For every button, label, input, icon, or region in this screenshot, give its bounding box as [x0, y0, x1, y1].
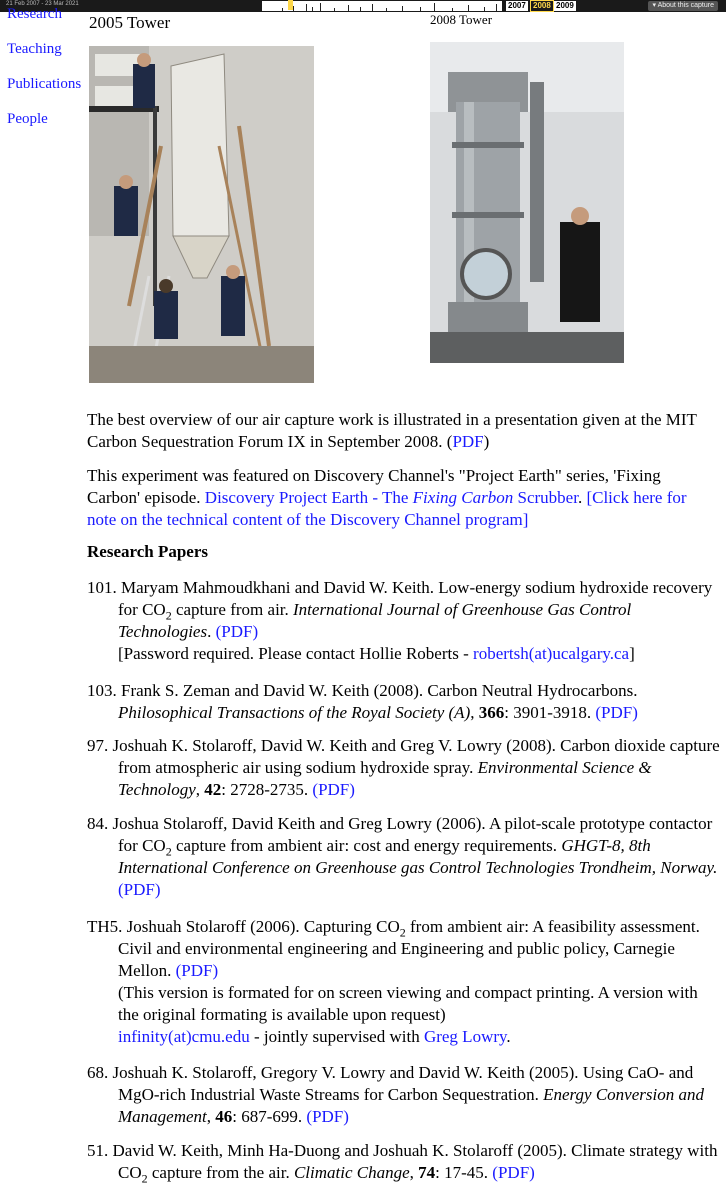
paper-101-pdf-link[interactable]: (PDF)	[215, 622, 259, 641]
wayback-year-2009[interactable]: 2009	[556, 1, 574, 10]
overview-paragraph: The best overview of our air capture work is illustrated in a presentation given at the MIT Carbon Sequestration Forum IX in September 2008. (PDF)	[87, 410, 697, 451]
tower-2005-illustration	[89, 46, 314, 383]
paper-84: 84. Joshua Stolaroff, David Keith and Greg Lowry (2006). A pilot-scale prototype contactor for $CO_2$ capture from ambient air: cost and energy requirements. GHGT-8, 8th International Conference on Greenhouse gas Control Technologies Trondheim, Norway. (PDF)	[87, 814, 718, 899]
nav-people[interactable]: People	[7, 111, 48, 127]
discovery-paragraph: This experiment was featured on Discovery Channel's "Project Earth" series, 'Fixing Carbon' episode. Discovery Project Earth - The Fixing Carbon Scrubber. [Click here for note on the technical content of the Discovery Channel program]	[87, 466, 687, 529]
paper-51: 51. David W. Keith, Minh Ha-Duong and Joshuah K. Stolaroff (2005). Climate strategy with $CO_2$ capture from the air. Climatic Change, 74: 17-45. (PDF)	[87, 1141, 718, 1186]
wayback-about-button[interactable]: ▾ About this capture	[648, 1, 718, 11]
wayback-sparkline[interactable]	[262, 1, 502, 11]
tower-2008-photo	[430, 42, 624, 363]
nav-teaching[interactable]: Teaching	[7, 41, 62, 57]
wayback-year-2008[interactable]: 2008	[530, 0, 554, 12]
tower-2008-caption: 2008 Tower	[430, 12, 493, 27]
tower-2005-photo	[89, 46, 314, 383]
paper-101: 101. Maryam Mahmoudkhani and David W. Keith. Low-energy sodium hydroxide recovery for $CO_2$ capture from air. International Journal of Greenhouse Gas Control Technologies. (PDF) [Password required. Please contact Hollie Roberts - robertsh(at)ucalgary.ca]	[87, 578, 713, 663]
paper-th5-supervisor-link[interactable]: Greg Lowry	[423, 1027, 507, 1046]
overview-text: The best overview of our air capture work is illustrated in a presentation given at the MIT Carbon Sequestration Forum IX in September 2008.	[87, 410, 697, 451]
paper-103-pdf-link[interactable]: (PDF)	[595, 703, 638, 722]
nav-research[interactable]: Research	[7, 6, 62, 22]
paper-th5: TH5. Joshuah Stolaroff (2006). Capturing $CO_2$ from ambient air: A feasibility assessment. Civil and environmental engineering and Engineering and public policy, Carnegie Mellon. (PDF) (This version is formated for on screen viewing and compact printing. A version with the original formating is available upon request) infinity(at)cmu.edu - jointly supervised with Greg Lowry.	[87, 917, 700, 1046]
tower-2008-illustration	[430, 42, 624, 363]
paper-68: 68. Joshuah K. Stolaroff, Gregory V. Lowry and David W. Keith (2005). Using CaO- and MgO-rich Industrial Waste Streams for Carbon Sequestration. Energy Conversion and Management, 46: 687-699. (PDF)	[87, 1063, 704, 1126]
paper-51-pdf-link[interactable]: (PDF)	[492, 1163, 535, 1182]
wayback-dates: 21 Feb 2007 - 23 Mar 2021	[6, 1, 79, 7]
wayback-about-label: About this capture	[657, 2, 714, 9]
wayback-toolbar	[0, 0, 726, 12]
discovery-scrubber-link[interactable]: Discovery Project Earth - The Fixing Carbon Scrubber	[204, 488, 578, 507]
nav-publications[interactable]: Publications	[7, 76, 82, 92]
tower-2005-caption: 2005 Tower	[89, 13, 171, 32]
overview-pdf-link[interactable]: PDF	[452, 432, 484, 451]
discovery-text: This experiment was featured on Discovery Channel's "Project Earth" series, 'Fixing Carbon' episode.	[87, 466, 661, 507]
discovery-note-link[interactable]: [Click here for note on the technical content of the Discovery Channel program]	[87, 488, 687, 529]
paper-97: 97. Joshuah K. Stolaroff, David W. Keith and Greg V. Lowry (2008). Carbon dioxide capture from atmospheric air using sodium hydroxide spray. Environmental Science & Technology, 42: 2728-2735. (PDF)	[87, 736, 720, 799]
wayback-current-marker	[288, 0, 293, 10]
paper-101-email-link[interactable]: robertsh(at)ucalgary.ca	[473, 644, 630, 663]
wayback-year-2007[interactable]: 2007	[508, 1, 526, 10]
research-papers-heading: Research Papers	[87, 542, 209, 561]
paper-97-pdf-link[interactable]: (PDF)	[312, 780, 355, 799]
paper-103: 103. Frank S. Zeman and David W. Keith (2008). Carbon Neutral Hydrocarbons. Philosophical Transactions of the Royal Society (A), 366: 3901-3918. (PDF)	[87, 681, 638, 722]
paper-th5-email-link[interactable]: infinity(at)cmu.edu	[118, 1027, 250, 1046]
paper-th5-pdf-link[interactable]: (PDF)	[175, 961, 219, 980]
paper-68-pdf-link[interactable]: (PDF)	[306, 1107, 349, 1126]
paper-84-pdf-link[interactable]: (PDF)	[118, 880, 161, 899]
